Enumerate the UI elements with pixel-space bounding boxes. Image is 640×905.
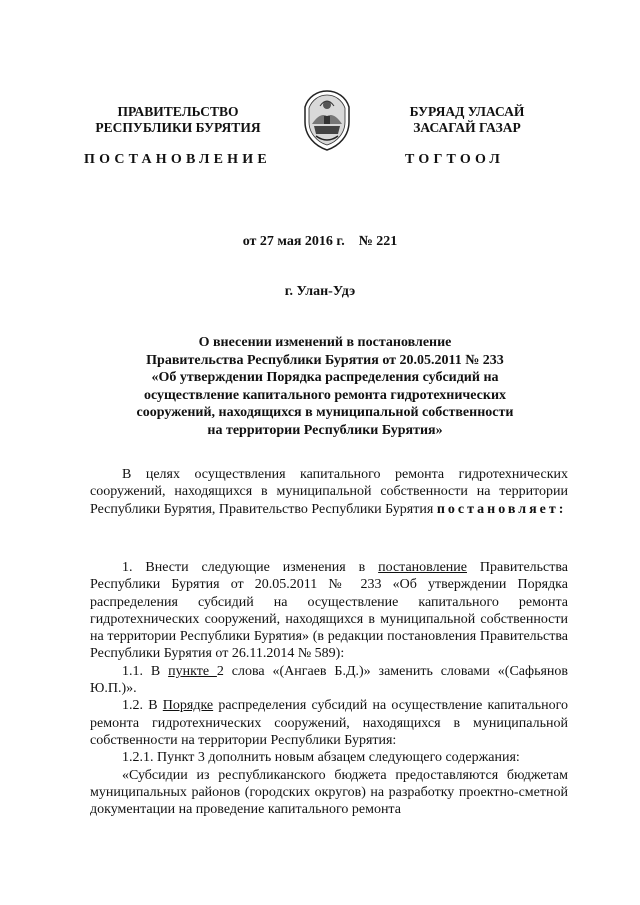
doc-type-left: ПОСТАНОВЛЕНИЕ [84,152,271,167]
item-1-text: Правительства Республики Бурятия от 20.05.2011 № 233 «Об утверждении Порядка распределения субсидий на осуществление капитального ремонта гидротехнических сооружений, находящихся в муниципальной собственности на территории Республики Бурятия» (в редакции постановления Правительства Республики Бурятия от 26.11.2014 № 589): [90,560,568,662]
title-line: осуществление капитального ремонта гидротехнических [143,387,507,403]
header-right-line2: ЗАСАГАЙ ГАЗАР [413,120,521,135]
decree-colon: : [558,501,564,517]
header-right [372,104,562,136]
item-1 [90,559,568,663]
item-1-prefix: 1. Внести следующие изменения в [122,560,379,575]
title-line: на территории Республики Бурятия» [207,422,443,438]
title-line: сооружений, находящихся в муниципальной собственности [136,405,514,420]
item-1-2-prefix: 1.2. В [122,698,163,714]
preamble-text: В целях осуществления капитального ремонта гидротехнических сооружений, находящихся в муниципальной собственности на территории Республики Бурятия, Правительство Республики Бурятия [90,467,568,517]
decree-word: постановляет [436,501,559,517]
item-1-1 [90,663,568,698]
preamble-paragraph [90,466,568,518]
header-left-line2: РЕСПУБЛИКИ БУРЯТИЯ [95,120,261,135]
title-line: О внесении изменений в постановление [198,335,452,350]
item-1-1-text: 2 слова «(Ангаев Б.Д.)» заменить словами «(Сафьянов Ю.П.)». [90,663,568,697]
title-line: «Об утверждении Порядка распределения субсидий на [151,370,499,385]
item-1-2-1-quote: «Субсидии из республиканского бюджета предоставляются бюджетам муниципальных районов (городских округов) на разработку проектно-сметной документации на проведение капитального ремонта [90,767,568,818]
header-right-line1: БУРЯАД УЛАСАЙ [409,104,525,119]
clause-link[interactable]: пункте [168,663,217,679]
doc-type-right: ТОГТООЛ [405,152,505,167]
item-1-2-1: 1.2.1. Пункт 3 дополнить новым абзацем следующего содержания: [122,750,520,766]
document-city: г. Улан-Удэ [284,284,356,299]
procedure-link[interactable]: Порядке [162,698,214,714]
item-1-2-text: распределения субсидий на осуществление капитального ремонта гидротехнических сооружений, находящихся в муниципальной собственности на территории Республики Бурятия: [90,698,568,748]
coat-of-arms-emblem [300,88,354,152]
header-left-line1: ПРАВИТЕЛЬСТВО [117,104,239,119]
title-line: Правительства Республики Бурятия от 20.05.2011 № 233 [146,352,504,368]
header-left [78,104,278,136]
document-date-number: от 27 мая 2016 г. № 221 [242,234,398,249]
items-section [90,559,568,818]
item-1-2 [90,697,568,749]
resolution-link[interactable]: постановление [378,560,467,575]
document-title [90,334,560,439]
item-1-1-prefix: 1.1. В [122,663,169,679]
